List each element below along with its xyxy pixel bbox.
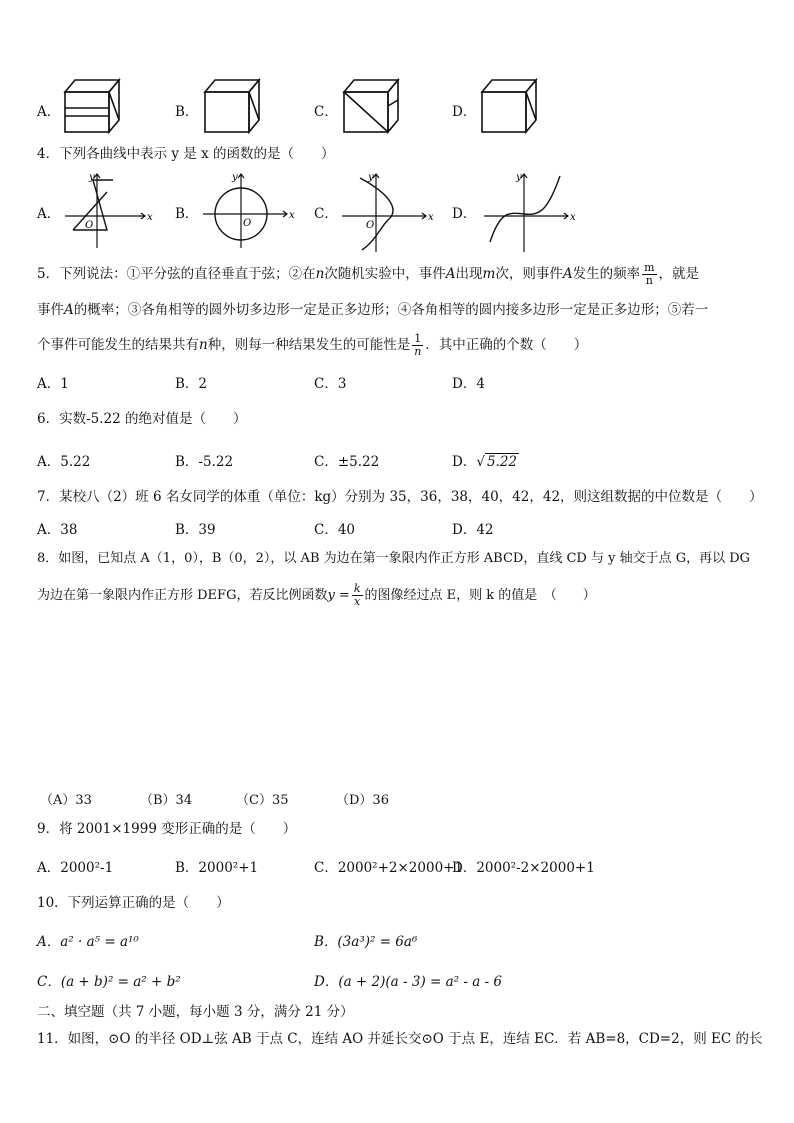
q10-options-row-1 <box>37 930 757 950</box>
q8-option-d[interactable]: （D）36 <box>336 793 389 808</box>
q4-option-c-label: C． <box>314 206 338 222</box>
q5-text-9: 个事件可能发生的结果共有 <box>37 337 199 353</box>
q8-y-equals: y = <box>327 588 350 603</box>
q10-option-b[interactable]: B．(3a³)² = 6a⁶ <box>314 934 418 950</box>
q5-text-2: 次随机实验中，事件 <box>324 266 446 282</box>
q5-var-a-3: A <box>64 302 74 318</box>
q5-var-a: A <box>445 266 456 282</box>
q5-text-6: ，就是 <box>658 266 700 282</box>
q4-option-d-label: D． <box>452 206 477 222</box>
q4-b-y-label: y <box>232 172 238 183</box>
q4-graph-b <box>201 170 297 250</box>
q8-option-a[interactable]: （A）33 <box>40 793 92 808</box>
q5-text-4: 次，则事件 <box>495 266 563 282</box>
q4-a-y-label: y <box>89 172 95 183</box>
q5-var-m: m <box>482 266 496 282</box>
q10-stem: 10．下列运算正确的是（ ） <box>37 895 230 911</box>
q8-option-c[interactable]: （C）35 <box>236 793 289 808</box>
q5-frac-den: n <box>645 274 653 287</box>
q5-fraction-m-n <box>642 262 656 287</box>
q5-frac2-den: n <box>414 345 422 358</box>
q4-option-b-label: B． <box>175 206 199 222</box>
q7-stem: 7．某校八（2）班 6 名女同学的体重（单位：kg）分别为 35，36，38，40，42，42，则这组数据的中位数是（ ） <box>37 489 763 505</box>
q7-option-a[interactable]: A．38 <box>37 522 78 538</box>
q5-var-a-2: A <box>562 266 573 282</box>
q5-option-c[interactable]: C．3 <box>314 376 347 392</box>
q4-b-x-label: x <box>289 210 295 221</box>
q3-figure-b <box>203 78 263 134</box>
q8-text-2: 的图像经过点 E，则 k 的值是 （ ） <box>364 588 596 603</box>
q3-option-a-label: A． <box>37 104 61 120</box>
q8-options <box>40 789 760 809</box>
q5-option-b[interactable]: B．2 <box>175 376 208 392</box>
q5-text-8: 的概率；③各角相等的圆外切多边形一定是正多边形；④各角相等的圆内接多边形一定是正多边形；⑤若一 <box>73 302 709 318</box>
q4-a-origin-label: O <box>85 220 94 231</box>
q5-text-5: 发生的频率 <box>572 266 641 282</box>
q4-option-a-label: A． <box>37 206 61 222</box>
q4-b-origin-label: O <box>243 218 252 229</box>
q9-options <box>37 856 757 876</box>
q5-options <box>37 372 757 392</box>
q5-line-1 <box>37 262 699 286</box>
q9-option-b[interactable]: B．2000²+1 <box>175 860 259 876</box>
q4-c-origin-label: O <box>366 220 375 231</box>
q5-frac-num: m <box>644 261 655 274</box>
q10-option-c[interactable]: C．(a + b)² = a² + b² <box>37 974 181 990</box>
q9-option-d[interactable]: D．2000²-2×2000+1 <box>452 860 595 876</box>
q8-frac-den: x <box>354 595 361 608</box>
q3-option-b-label: B． <box>175 104 199 120</box>
q7-option-b[interactable]: B．39 <box>175 522 216 538</box>
q5-text-3: 出现 <box>455 266 483 282</box>
q4-graph-c <box>340 170 436 254</box>
q3-option-d-label: D． <box>452 104 477 120</box>
q6-option-a[interactable]: A．5.22 <box>37 454 91 470</box>
q3-figure-c <box>342 78 402 134</box>
q4-c-y-label: y <box>368 172 374 183</box>
q10-option-d[interactable]: D．(a + 2)(a - 3) = a² - a - 6 <box>314 974 502 990</box>
q9-option-c[interactable]: C．2000²+2×2000+1 <box>314 860 464 876</box>
q7-options <box>37 518 757 538</box>
q5-option-a[interactable]: A．1 <box>37 376 69 392</box>
q6-radicand: 5.22 <box>486 454 517 470</box>
q4-options <box>37 170 757 252</box>
q8-line-1: 8．如图，已知点 A（1，0），B（0，2），以 AB 为边在第一象限内作正方形 ABCD，直线 CD 与 y 轴交于点 G，再以 DG <box>37 551 751 566</box>
section-2-title: 二、填空题（共 7 小题，每小题 3 分，满分 21 分） <box>37 1004 354 1020</box>
q10-options-row-2 <box>37 970 757 990</box>
q8-text-1: 为边在第一象限内作正方形 DEFG，若反比例函数 <box>37 588 328 603</box>
q6-options <box>37 450 757 470</box>
q5-frac2-num: 1 <box>412 333 423 346</box>
q4-a-x-label: x <box>147 212 153 223</box>
q5-text-10: 种，则每一种结果发生的可能性是 <box>207 337 411 353</box>
q4-c-x-label: x <box>428 212 434 223</box>
q5-fraction-1-n <box>412 333 423 358</box>
q6-option-d[interactable] <box>452 450 519 470</box>
q4-d-x-label: x <box>570 212 576 223</box>
q5-text-7: 事件 <box>37 302 64 318</box>
q7-option-d[interactable]: D．42 <box>452 522 494 538</box>
q8-fraction-k-x <box>352 583 363 608</box>
q5-var-n-2: n <box>199 337 208 353</box>
q3-figure-d <box>480 78 544 134</box>
q3-figure-a <box>63 78 123 134</box>
q8-option-b[interactable]: （B）34 <box>140 793 193 808</box>
q6-option-d-label: D． <box>452 454 477 470</box>
q4-graph-a <box>63 170 153 250</box>
q11-stem: 11．如图，⊙O 的半径 OD⊥弦 AB 于点 C，连结 AO 并延长交⊙O 于点 E，连结 EC．若 AB=8，CD=2，则 EC 的长 <box>37 1031 763 1047</box>
q9-option-a[interactable]: A．2000²-1 <box>37 860 114 876</box>
q5-line-3 <box>37 330 587 360</box>
q4-graph-d <box>478 170 578 254</box>
q5-text-1: 5．下列说法：①平分弦的直径垂直于弦；②在 <box>37 266 316 282</box>
sqrt-symbol: √ 5.22 <box>476 454 517 470</box>
q4-stem: 4．下列各曲线中表示 y 是 x 的函数的是（ ） <box>37 146 335 162</box>
q7-option-c[interactable]: C．40 <box>314 522 356 538</box>
q4-d-y-label: y <box>516 172 522 183</box>
q5-var-n: n <box>315 266 325 282</box>
q6-option-b[interactable]: B．-5.22 <box>175 454 234 470</box>
q3-options <box>37 78 757 138</box>
q5-text-11: ．其中正确的个数（ ） <box>425 337 588 353</box>
q6-stem: 6．实数-5.22 的绝对值是（ ） <box>37 411 247 427</box>
q8-line-2 <box>37 580 596 612</box>
q5-line-2 <box>37 300 708 320</box>
q8-frac-num: k <box>353 582 361 595</box>
q3-option-c-label: C． <box>314 104 338 120</box>
q6-option-c[interactable]: C．±5.22 <box>314 454 380 470</box>
q9-stem: 9．将 2001×1999 变形正确的是（ ） <box>37 821 297 837</box>
q10-option-a[interactable]: A．a² · a⁵ = a¹⁰ <box>37 934 139 950</box>
q5-option-d[interactable]: D．4 <box>452 376 485 392</box>
